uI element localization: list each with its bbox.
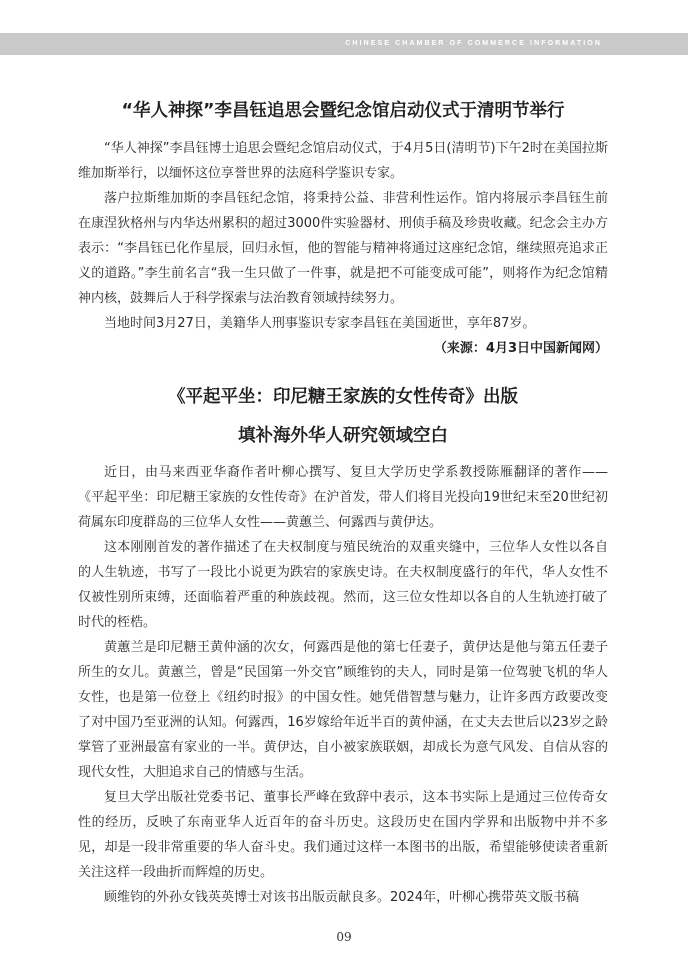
article-title: “华人神探”李昌钰追思会暨纪念馆启动仪式于清明节举行 [121,101,565,121]
article-paragraph: 复旦大学出版社党委书记、董事长严峰在致辞中表示，这本书实际上是通过三位传奇女性的经历，反映了东南亚华人近百年的奋斗历史。这段历史在国内学界和出版物中并不多见，却是一段非常重要的华人奋斗史。我们通过这样一本图书的出版，希望能够使读者重新关注这样一段曲折而辉煌的历史。 [78,790,608,880]
article-paragraph: 近日，由马来西亚华裔作者叶柳心撰写、复旦大学历史学系教授陈雁翻译的著作——《平起平坐：印尼糖王家族的女性传奇》在沪首发，带人们将目光投向19世纪末至20世纪初荷属东印度群岛的三位华人女性——黄蕙兰、何露西与黄伊达。 [78,465,608,530]
article-memorial [78,96,608,361]
article-title-line-1: 《平起平坐：印尼糖王家族的女性传奇》出版 [168,387,518,407]
header-band [0,33,688,55]
article-paragraph: 顾维钧的外孙女钱英英博士对该书出版贡献良多。2024年，叶柳心携带英文版书稿 [104,890,580,905]
article-book-release [78,382,608,910]
article-paragraph: 落户拉斯维加斯的李昌钰纪念馆，将秉持公益、非营利性运作。馆内将展示李昌钰生前在康涅狄格州与内华达州累积的超过3000件实验器材、刑侦手稿及珍贵收藏。纪念会主办方表示：“李昌钰已化作星辰，回归永恒，他的智能与精神将通过这座纪念馆，继续照亮追求正义的道路。”李生前名言“我一生只做了一件事，就是把不可能变成可能”，则将作为纪念馆精神内核，鼓舞后人于科学探索与法治教育领域持续努力。 [78,191,608,306]
article-title-line-2: 填补海外华人研究领域空白 [238,426,448,446]
article-paragraph: 这本刚刚首发的著作描述了在夫权制度与殖民统治的双重夹缝中，三位华人女性以各自的人生轨迹，书写了一段比小说更为跌宕的家族史诗。在夫权制度盛行的年代，华人女性不仅被性别所束缚，还面临着严重的种族歧视。然而，这三位女性却以各自的人生轨迹打破了时代的桎梏。 [78,540,608,630]
publication-header-label: CHINESE CHAMBER OF COMMERCE INFORMATION [345,40,602,47]
article-paragraph: 当地时间3月27日，美籍华人刑事鉴识专家李昌钰在美国逝世，享年87岁。 [104,316,536,331]
page-number: 09 [336,930,352,944]
article-paragraph: 黄蕙兰是印尼糖王黄仲涵的次女，何露西是他的第七任妻子，黄伊达是他与第五任妻子所生的女儿。黄蕙兰，曾是“民国第一外交官”顾维钧的夫人，同时是第一位驾驶飞机的华人女性，也是第一位登上《纽约时报》的中国女性。她凭借智慧与魅力，让许多西方政要改变了对中国乃至亚洲的认知。何露西，16岁嫁给年近半百的黄仲涵，在丈夫去世后以23岁之龄掌管了亚洲最富有家业的一半。黄伊达，自小被家族联姻，却成长为意气风发、自信从容的现代女性，大胆追求自己的情感与生活。 [78,640,608,780]
article-paragraph: “华人神探”李昌钰博士追思会暨纪念馆启动仪式，于4月5日(清明节)下午2时在美国拉斯维加斯举行，以缅怀这位享誉世界的法庭科学鉴识专家。 [78,141,608,181]
article-source: （来源：4月3日中国新闻网） [433,341,608,356]
